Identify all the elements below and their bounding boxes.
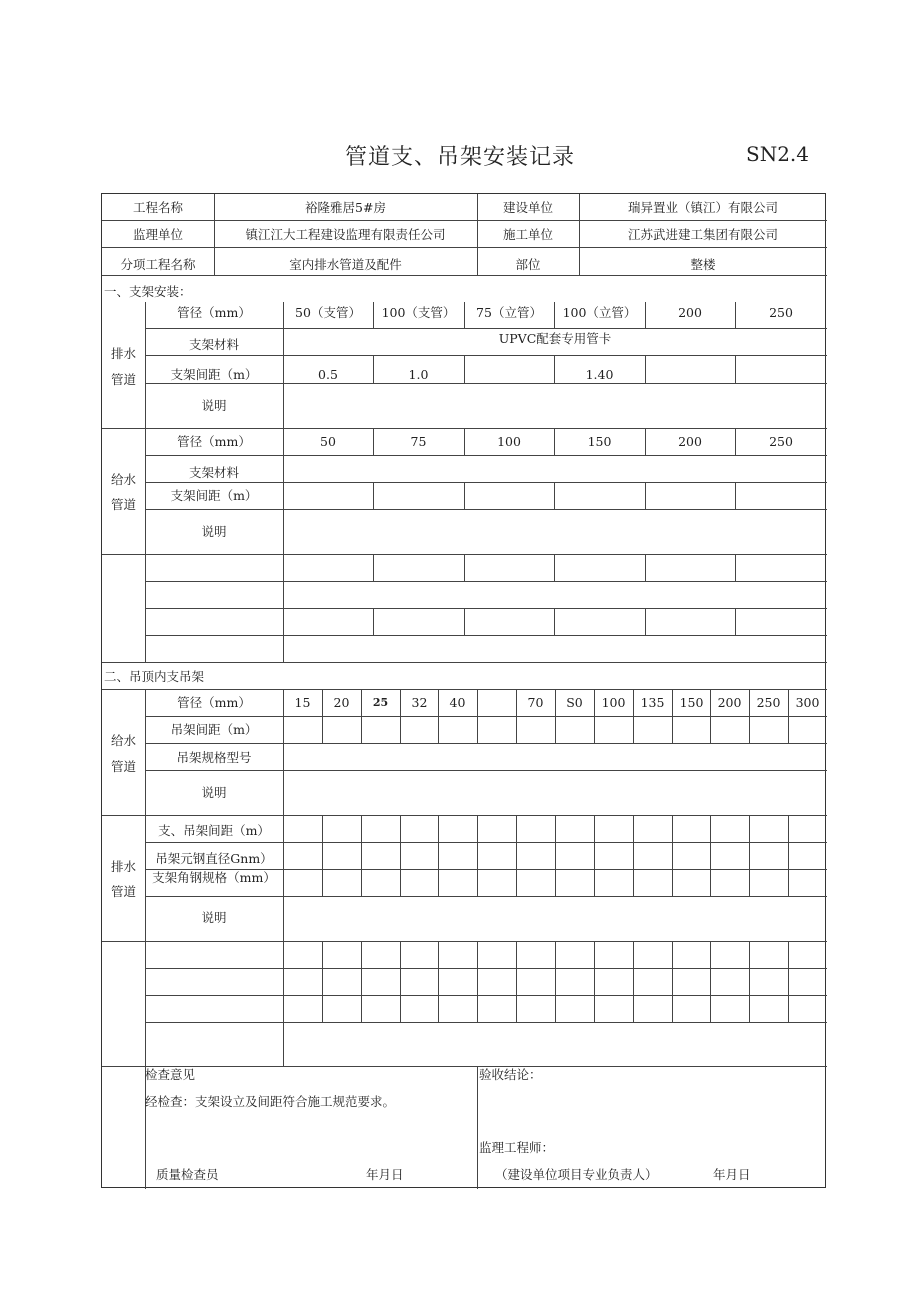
s1-drain-spacing: 1.40: [585, 367, 614, 382]
s1-drain-diameter: 50（支管）: [295, 305, 361, 320]
project-name-label: 工程名称: [132, 200, 183, 215]
col-line: [464, 608, 465, 635]
s1-drain-spacing: 1.0: [408, 367, 429, 382]
s1-drain-spacing-label: 支架间距（m）: [170, 367, 258, 382]
col-line: [464, 482, 465, 509]
row-line: [102, 275, 827, 276]
inspector-date-label: 年月日: [366, 1167, 404, 1182]
acceptance-label: 验收结论：: [479, 1067, 542, 1082]
inspection-text: 经检查：支架设立及间距符合施工规范要求。: [145, 1094, 396, 1109]
s2-supply-diameter: 250: [756, 695, 781, 710]
col-line: [438, 941, 439, 1022]
s1-supply-diameter: 150: [587, 434, 612, 449]
col-line: [554, 554, 555, 581]
s1-drain-spacing: 0.5: [318, 367, 338, 382]
row-line: [145, 635, 827, 636]
s2-drain-angle-label: 支架角钢规格（mm）: [152, 870, 276, 885]
s2-supply-diameter: S0: [566, 695, 583, 710]
s2-supply-label: 给水: [110, 733, 136, 748]
s2-supply-note-label: 说明: [201, 785, 227, 800]
s1-drain-label: 管道: [110, 372, 136, 387]
s2-supply-hanger-spec-label: 吊架规格型号: [176, 750, 252, 765]
s2-supply-diameter: 100: [601, 695, 626, 710]
s1-supply-note-label: 说明: [201, 524, 227, 539]
s1-drain-diameter: 100（立管）: [562, 305, 637, 320]
col-line: [735, 355, 736, 383]
s2-supply-diameter: 200: [717, 695, 742, 710]
row-line: [145, 608, 827, 609]
s2-drain-spacing-label: 支、吊架间距（m）: [158, 823, 270, 838]
col-line: [322, 941, 323, 1022]
s1-supply-diameter-label: 管径（mm）: [177, 434, 251, 449]
row-line: [145, 328, 827, 329]
row-line: [145, 770, 827, 771]
s1-drain-diameter: 100（支管）: [381, 305, 456, 320]
s1-supply-label: 管道: [110, 497, 136, 512]
s2-supply-diameter-label: 管径（mm）: [177, 695, 251, 710]
row-line: [145, 842, 827, 843]
col-line: [477, 941, 478, 1022]
col-line: [516, 815, 517, 896]
col-line: [145, 302, 146, 662]
s2-supply-diameter: 135: [640, 695, 665, 710]
row-line: [102, 1066, 827, 1067]
part-label: 部位: [515, 257, 541, 272]
col-line: [477, 815, 478, 896]
col-line: [645, 355, 646, 383]
s1-supply-diameter: 250: [769, 434, 793, 449]
s1-drain-material-label: 支架材料: [188, 337, 239, 352]
page-title: 管道支、吊架安装记录: [344, 145, 575, 170]
col-line: [645, 608, 646, 635]
col-line: [361, 815, 362, 896]
supervisor-label: 监理单位: [132, 227, 183, 242]
col-line: [516, 941, 517, 1022]
col-line: [735, 608, 736, 635]
col-line: [145, 1066, 146, 1189]
row-line: [145, 968, 827, 969]
col-line: [788, 815, 789, 896]
col-line: [735, 482, 736, 509]
row-line: [102, 689, 827, 690]
col-line: [594, 941, 595, 1022]
s1-drain-material: UPVC配套专用管卡: [498, 331, 612, 346]
row-line: [102, 220, 827, 221]
row-line: [145, 509, 827, 510]
s2-supply-diameter: 32: [411, 695, 428, 710]
col-line: [555, 815, 556, 896]
row-line: [145, 1022, 827, 1023]
s2-supply-diameter: 25: [372, 696, 389, 709]
col-line: [373, 482, 374, 509]
row-line: [145, 995, 827, 996]
s2-supply-diameter: 15: [294, 695, 311, 710]
s2-supply-diameter: 150: [679, 695, 704, 710]
s1-drain-note-label: 说明: [201, 398, 227, 413]
s1-drain-diameter-label: 管径（mm）: [177, 305, 251, 320]
contractor-label: 施工单位: [502, 227, 553, 242]
col-line: [400, 815, 401, 896]
col-line: [788, 941, 789, 1022]
s2-supply-diameter: 300: [795, 695, 820, 710]
s2-drain-label: 排水: [110, 859, 136, 874]
col-line: [477, 1066, 478, 1189]
col-line: [633, 941, 634, 1022]
s1-drain-diameter: 75（立管）: [476, 305, 542, 320]
row-line: [102, 941, 827, 942]
row-line: [145, 355, 827, 356]
col-line: [373, 554, 374, 581]
inspection-label: 检查意见: [145, 1067, 196, 1082]
s1-supply-diameter: 200: [678, 434, 702, 449]
s1-supply-spacing-label: 支架间距（m）: [170, 488, 258, 503]
col-line: [400, 941, 401, 1022]
row-line: [102, 247, 827, 248]
s1-supply-material-label: 支架材料: [188, 465, 239, 480]
col-line: [373, 608, 374, 635]
row-line: [145, 896, 827, 897]
row-line: [102, 815, 827, 816]
col-line: [672, 941, 673, 1022]
col-line: [554, 482, 555, 509]
col-line: [645, 482, 646, 509]
subproject-value: 室内排水管道及配件: [289, 257, 402, 272]
row-line: [145, 716, 827, 717]
s2-supply-diameter: 70: [527, 695, 544, 710]
row-line: [145, 455, 827, 456]
section1-title: 一、支架安装：: [104, 284, 192, 299]
part-value: 整楼: [690, 257, 716, 272]
col-line: [672, 815, 673, 896]
row-line: [145, 743, 827, 744]
col-line: [710, 941, 711, 1022]
supervisor-value: 镇江江大工程建设监理有限责任公司: [245, 227, 446, 242]
section2-title: 二、吊顶内支吊架: [104, 669, 205, 684]
col-line: [594, 815, 595, 896]
s2-drain-label: 管道: [110, 884, 136, 899]
s2-drain-note-label: 说明: [201, 910, 227, 925]
col-line: [633, 815, 634, 896]
col-line: [464, 554, 465, 581]
subproject-label: 分项工程名称: [120, 257, 196, 272]
s1-supply-diameter: 100: [497, 434, 521, 449]
row-line: [145, 482, 827, 483]
acceptance-date-label: 年月日: [713, 1167, 751, 1182]
s1-drain-diameter: 200: [678, 305, 702, 320]
s2-supply-diameter: 20: [333, 695, 350, 710]
col-line: [283, 689, 284, 1066]
col-line: [438, 815, 439, 896]
s2-supply-label: 管道: [110, 759, 136, 774]
col-line: [749, 941, 750, 1022]
col-line: [361, 941, 362, 1022]
row-line: [145, 383, 827, 384]
s1-drain-label: 排水: [110, 346, 136, 361]
col-line: [555, 941, 556, 1022]
s2-drain-rod-label: 吊架元钢直径Gnm）: [155, 851, 273, 866]
owner-label: 建设单位: [502, 200, 553, 215]
col-line: [749, 815, 750, 896]
col-line: [710, 815, 711, 896]
contractor-value: 江苏武进建工集团有限公司: [627, 227, 778, 242]
owner-rep-label: （建设单位项目专业负责人）: [495, 1167, 658, 1182]
col-line: [735, 554, 736, 581]
col-line: [283, 302, 284, 662]
s2-supply-hanger-spacing-label: 吊架间距（m）: [170, 722, 258, 737]
col-line: [554, 608, 555, 635]
s1-supply-diameter: 75: [410, 434, 427, 449]
inspector-label: 质量检查员: [156, 1167, 219, 1182]
col-line: [477, 689, 478, 743]
col-line: [645, 554, 646, 581]
form-code: SN2.4: [746, 142, 810, 166]
s1-supply-diameter: 50: [320, 434, 336, 449]
engineer-label: 监理工程师：: [479, 1140, 555, 1155]
form-table: [101, 193, 826, 1188]
s1-supply-label: 给水: [110, 472, 136, 487]
project-name-value: 裕隆雅居5#房: [305, 200, 386, 215]
s1-drain-diameter: 250: [769, 305, 793, 320]
owner-value: 瑞异置业（镇江）有限公司: [627, 200, 778, 215]
col-line: [464, 355, 465, 383]
s2-supply-diameter: 40: [449, 695, 466, 710]
row-line: [145, 581, 827, 582]
row-line: [102, 662, 827, 663]
col-line: [322, 815, 323, 896]
